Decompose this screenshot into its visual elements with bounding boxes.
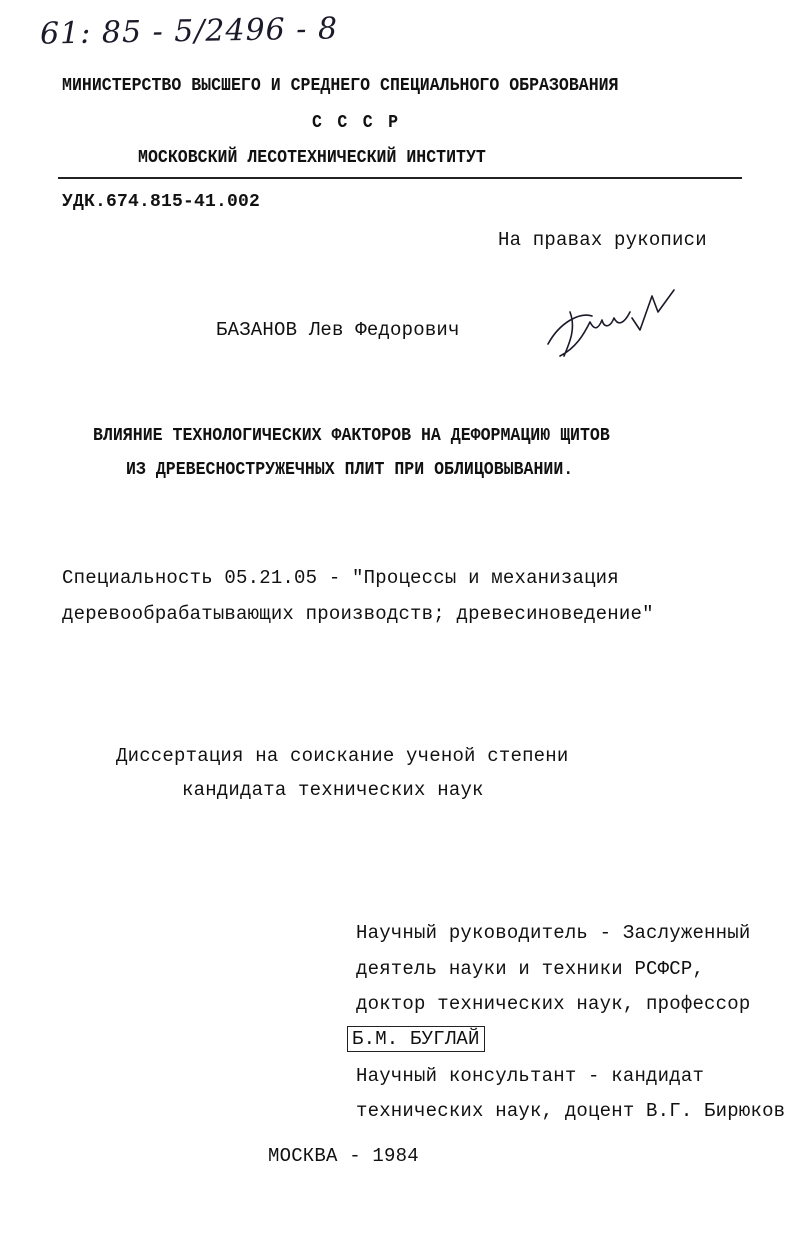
- consultant-line-2: технических наук, доцент В.Г. Бирюков: [356, 1100, 786, 1122]
- supervisor-name-box: Б.М. БУГЛАЙ: [347, 1026, 485, 1052]
- author-signature: [540, 282, 680, 362]
- dissertation-line-2: кандидата технических наук: [182, 779, 484, 801]
- supervisor-line-3: доктор технических наук, профессор: [356, 993, 751, 1015]
- consultant-line-1: Научный консультант - кандидат: [356, 1065, 705, 1087]
- handwritten-catalog-code: 61: 85 - 5/2496 - 8: [39, 11, 339, 52]
- thesis-title-line-2: ИЗ ДРЕВЕСНОСТРУЖЕЧНЫХ ПЛИТ ПРИ ОБЛИЦОВЫВАНИИ.: [126, 460, 574, 480]
- supervisor-line-2: деятель науки и техники РСФСР,: [356, 958, 705, 980]
- specialty-line-2: деревообрабатывающих производств; древесиноведение": [62, 603, 654, 625]
- supervisor-line-1: Научный руководитель - Заслуженный: [356, 922, 751, 944]
- country-heading: С С С Р: [312, 113, 401, 133]
- dissertation-line-1: Диссертация на соискание ученой степени: [116, 745, 569, 767]
- udk-code: УДК.674.815-41.002: [62, 192, 261, 212]
- institute-heading: МОСКОВСКИЙ ЛЕСОТЕХНИЧЕСКИЙ ИНСТИТУТ: [138, 148, 486, 168]
- thesis-title-line-1: ВЛИЯНИЕ ТЕХНОЛОГИЧЕСКИХ ФАКТОРОВ НА ДЕФОРМАЦИЮ ЩИТОВ: [93, 426, 610, 446]
- specialty-line-1: Специальность 05.21.05 - "Процессы и механизация: [62, 567, 619, 589]
- author-name: БАЗАНОВ Лев Федорович: [216, 319, 460, 341]
- manuscript-rights-label: На правах рукописи: [498, 229, 707, 251]
- ministry-heading: МИНИСТЕРСТВО ВЫСШЕГО И СРЕДНЕГО СПЕЦИАЛЬНОГО ОБРАЗОВАНИЯ: [62, 76, 619, 96]
- city-year: МОСКВА - 1984: [268, 1145, 419, 1167]
- header-divider: [58, 177, 742, 179]
